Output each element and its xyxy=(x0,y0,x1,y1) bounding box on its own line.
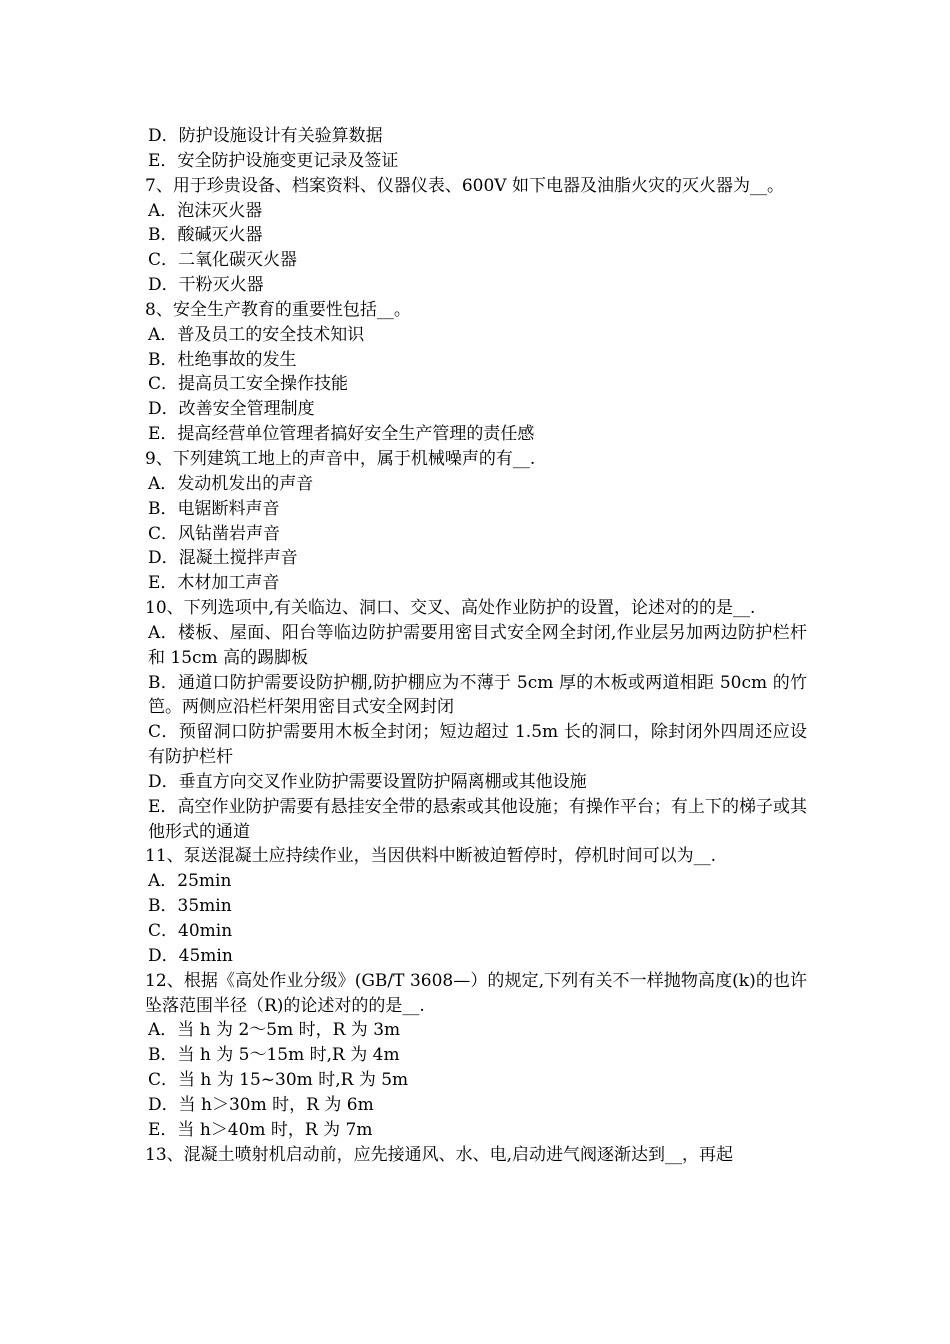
answer-option xyxy=(145,149,807,174)
option-label: C xyxy=(148,921,162,941)
question-10 xyxy=(145,596,807,621)
option-separator: ． xyxy=(160,622,178,643)
answer-option xyxy=(145,422,807,447)
option-separator: ． xyxy=(160,150,178,171)
option-label: B xyxy=(148,498,161,519)
question-text: 下列选项中,有关临边、洞口、交叉、高处作业防护的设置，论述对的的是__. xyxy=(183,598,756,619)
answer-option xyxy=(145,248,807,273)
option-text: 电锯断料声音 xyxy=(177,498,280,519)
question-number: 7 xyxy=(145,175,156,196)
question-number: 8 xyxy=(145,299,156,320)
question-number: 9 xyxy=(145,448,156,469)
answer-option xyxy=(145,199,807,224)
answer-option xyxy=(145,919,807,944)
answer-option xyxy=(145,472,807,497)
option-text: 发动机发出的声音 xyxy=(177,473,314,494)
question-separator: 、 xyxy=(155,448,173,469)
question-8 xyxy=(145,298,807,323)
option-separator: ． xyxy=(160,225,178,246)
answer-option xyxy=(145,397,807,422)
option-separator: ． xyxy=(160,1020,178,1041)
answer-option xyxy=(145,124,807,149)
option-label: E xyxy=(148,424,161,445)
question-separator: 、 xyxy=(155,299,173,320)
option-label: A xyxy=(148,1020,161,1041)
answer-option xyxy=(145,720,807,770)
answer-option xyxy=(145,348,807,373)
question-13 xyxy=(145,1143,807,1168)
option-separator: ． xyxy=(161,250,179,271)
option-label: D xyxy=(148,126,162,146)
answer-option xyxy=(145,1068,807,1093)
question-list xyxy=(145,124,807,1167)
option-separator: ． xyxy=(161,399,179,420)
option-text: 25min xyxy=(177,871,232,892)
option-label: C xyxy=(148,374,162,395)
option-separator: ． xyxy=(160,1045,178,1066)
option-label: A xyxy=(148,200,161,221)
option-text: 当 h 为 15~30m 时,R 为 5m xyxy=(178,1070,409,1091)
option-separator: ． xyxy=(160,1119,178,1140)
answer-option xyxy=(145,323,807,348)
option-label: A xyxy=(148,473,161,494)
answer-option xyxy=(145,571,807,596)
question-text: 根据《高处作业分级》(GB/T 3608—）的规定,下列有关不一样抛物高度(k)的也许坠落范围半径（R)的论述对的的是__. xyxy=(145,970,807,1016)
question-12 xyxy=(145,969,807,1019)
option-label: C xyxy=(148,523,162,544)
option-label: D xyxy=(148,771,162,792)
question-separator: 、 xyxy=(166,970,184,991)
question-separator: 、 xyxy=(166,598,184,619)
option-label: C xyxy=(148,250,162,271)
option-text: 防护设施设计有关验算数据 xyxy=(178,126,383,146)
answer-option xyxy=(145,522,807,547)
option-text: 预留洞口防护需要用木板全封闭；短边超过 1.5m 长的洞口，除封闭外四周还应设有防护栏杆 xyxy=(148,722,807,768)
option-text: 木材加工声音 xyxy=(177,573,280,594)
question-7 xyxy=(145,174,807,199)
option-label: A xyxy=(148,622,161,643)
option-separator: ． xyxy=(160,498,178,519)
option-label: E xyxy=(148,796,161,817)
option-label: B xyxy=(148,349,161,370)
option-separator: ． xyxy=(160,473,178,494)
option-label: E xyxy=(148,573,161,594)
question-9 xyxy=(145,447,807,472)
option-label: D xyxy=(148,945,162,966)
option-text: 垂直方向交叉作业防护需要设置防护隔离棚或其他设施 xyxy=(178,771,587,792)
option-separator: ． xyxy=(160,200,178,221)
option-separator: ． xyxy=(161,921,179,941)
option-text: 提高经营单位管理者搞好安全生产管理的责任感 xyxy=(177,424,535,445)
option-separator: ． xyxy=(160,896,178,917)
question-number: 12 xyxy=(145,970,167,991)
option-label: A xyxy=(148,324,161,345)
option-label: D xyxy=(148,399,162,420)
answer-option xyxy=(145,795,807,845)
option-separator: ． xyxy=(161,945,179,966)
question-text: 下列建筑工地上的声音中，属于机械噪声的有__. xyxy=(172,448,536,469)
option-label: B xyxy=(148,225,161,246)
option-label: B xyxy=(148,896,161,917)
option-text: 混凝土搅拌声音 xyxy=(178,548,298,569)
question-text: 泵送混凝土应持续作业，当因供料中断被迫暂停时，停机时间可以为__. xyxy=(183,846,717,867)
answer-option xyxy=(145,546,807,571)
answer-option xyxy=(145,671,807,721)
option-text: 提高员工安全操作技能 xyxy=(178,374,349,395)
option-text: 高空作业防护需要有悬挂安全带的悬索或其他设施；有操作平台；有上下的梯子或其他形式的通道 xyxy=(148,796,807,842)
question-separator: 、 xyxy=(166,846,184,867)
question-separator: 、 xyxy=(155,175,173,196)
option-text: 通道口防护需要设防护棚,防护棚应为不薄于 5cm 厚的木板或两道相距 50cm 的竹笆。两侧应沿栏杆架用密目式安全网封闭 xyxy=(148,672,808,718)
option-text: 酸碱灭火器 xyxy=(177,225,263,246)
option-separator: ． xyxy=(161,722,179,743)
option-label: D xyxy=(148,1094,162,1115)
answer-option xyxy=(145,1093,807,1118)
answer-option xyxy=(145,497,807,522)
option-label: D xyxy=(148,275,162,296)
option-text: 改善安全管理制度 xyxy=(178,399,315,420)
question-number: 11 xyxy=(145,846,167,867)
option-separator: ． xyxy=(160,349,178,370)
option-separator: ． xyxy=(161,1094,179,1115)
answer-option xyxy=(145,621,807,671)
option-label: D xyxy=(148,548,162,569)
option-label: C xyxy=(148,1070,162,1091)
option-separator: ． xyxy=(160,573,178,594)
option-text: 45min xyxy=(178,945,233,966)
option-text: 普及员工的安全技术知识 xyxy=(177,324,365,345)
option-text: 35min xyxy=(177,896,232,917)
option-label: E xyxy=(148,150,161,171)
question-number: 13 xyxy=(145,1144,167,1165)
option-separator: ． xyxy=(160,672,178,693)
option-label: A xyxy=(148,871,161,892)
answer-option xyxy=(145,372,807,397)
answer-option xyxy=(145,894,807,919)
option-text: 当 h 为 5～15m 时,R 为 4m xyxy=(177,1045,400,1066)
answer-option xyxy=(145,1118,807,1143)
answer-option xyxy=(145,1043,807,1068)
question-separator: 、 xyxy=(166,1144,184,1165)
option-text: 杜绝事故的发生 xyxy=(177,349,297,370)
answer-option xyxy=(145,223,807,248)
answer-option xyxy=(145,1018,807,1043)
answer-option xyxy=(145,869,807,894)
option-separator: ． xyxy=(161,548,179,569)
option-text: 当 h＞30m 时，R 为 6m xyxy=(178,1094,374,1115)
answer-option xyxy=(145,944,807,969)
question-text: 混凝土喷射机启动前，应先接通风、水、电,启动进气阀逐渐达到__，再起 xyxy=(183,1144,734,1165)
option-text: 风钻凿岩声音 xyxy=(178,523,281,544)
option-separator: ． xyxy=(160,796,178,817)
option-text: 楼板、屋面、阳台等临边防护需要用密目式安全网全封闭,作业层另加两边防护栏杆和 15cm 高的踢脚板 xyxy=(148,622,808,668)
option-label: C xyxy=(148,722,162,743)
option-separator: ． xyxy=(161,275,179,296)
option-text: 干粉灭火器 xyxy=(178,275,264,296)
option-separator: ． xyxy=(161,523,179,544)
option-separator: ． xyxy=(160,871,178,892)
option-separator: ． xyxy=(161,1070,179,1091)
option-separator: ． xyxy=(160,424,178,445)
option-label: B xyxy=(148,672,161,693)
option-text: 泡沫灭火器 xyxy=(177,200,263,221)
answer-option xyxy=(145,770,807,795)
option-separator: ． xyxy=(160,324,178,345)
question-number: 10 xyxy=(145,598,167,619)
question-text: 用于珍贵设备、档案资料、仪器仪表、600V 如下电器及油脂火灾的灭火器为__。 xyxy=(172,175,784,196)
option-text: 安全防护设施变更记录及签证 xyxy=(177,150,399,171)
option-separator: ． xyxy=(161,771,179,792)
option-label: E xyxy=(148,1119,161,1140)
option-text: 当 h＞40m 时，R 为 7m xyxy=(177,1119,373,1140)
option-separator: ． xyxy=(161,126,179,146)
answer-option xyxy=(145,273,807,298)
question-text: 安全生产教育的重要性包括__。 xyxy=(172,299,411,320)
option-separator: ． xyxy=(161,374,179,395)
question-11 xyxy=(145,844,807,869)
option-text: 40min xyxy=(178,921,233,941)
option-text: 当 h 为 2～5m 时，R 为 3m xyxy=(177,1020,401,1041)
option-text: 二氧化碳灭火器 xyxy=(178,250,298,271)
option-label: B xyxy=(148,1045,161,1066)
